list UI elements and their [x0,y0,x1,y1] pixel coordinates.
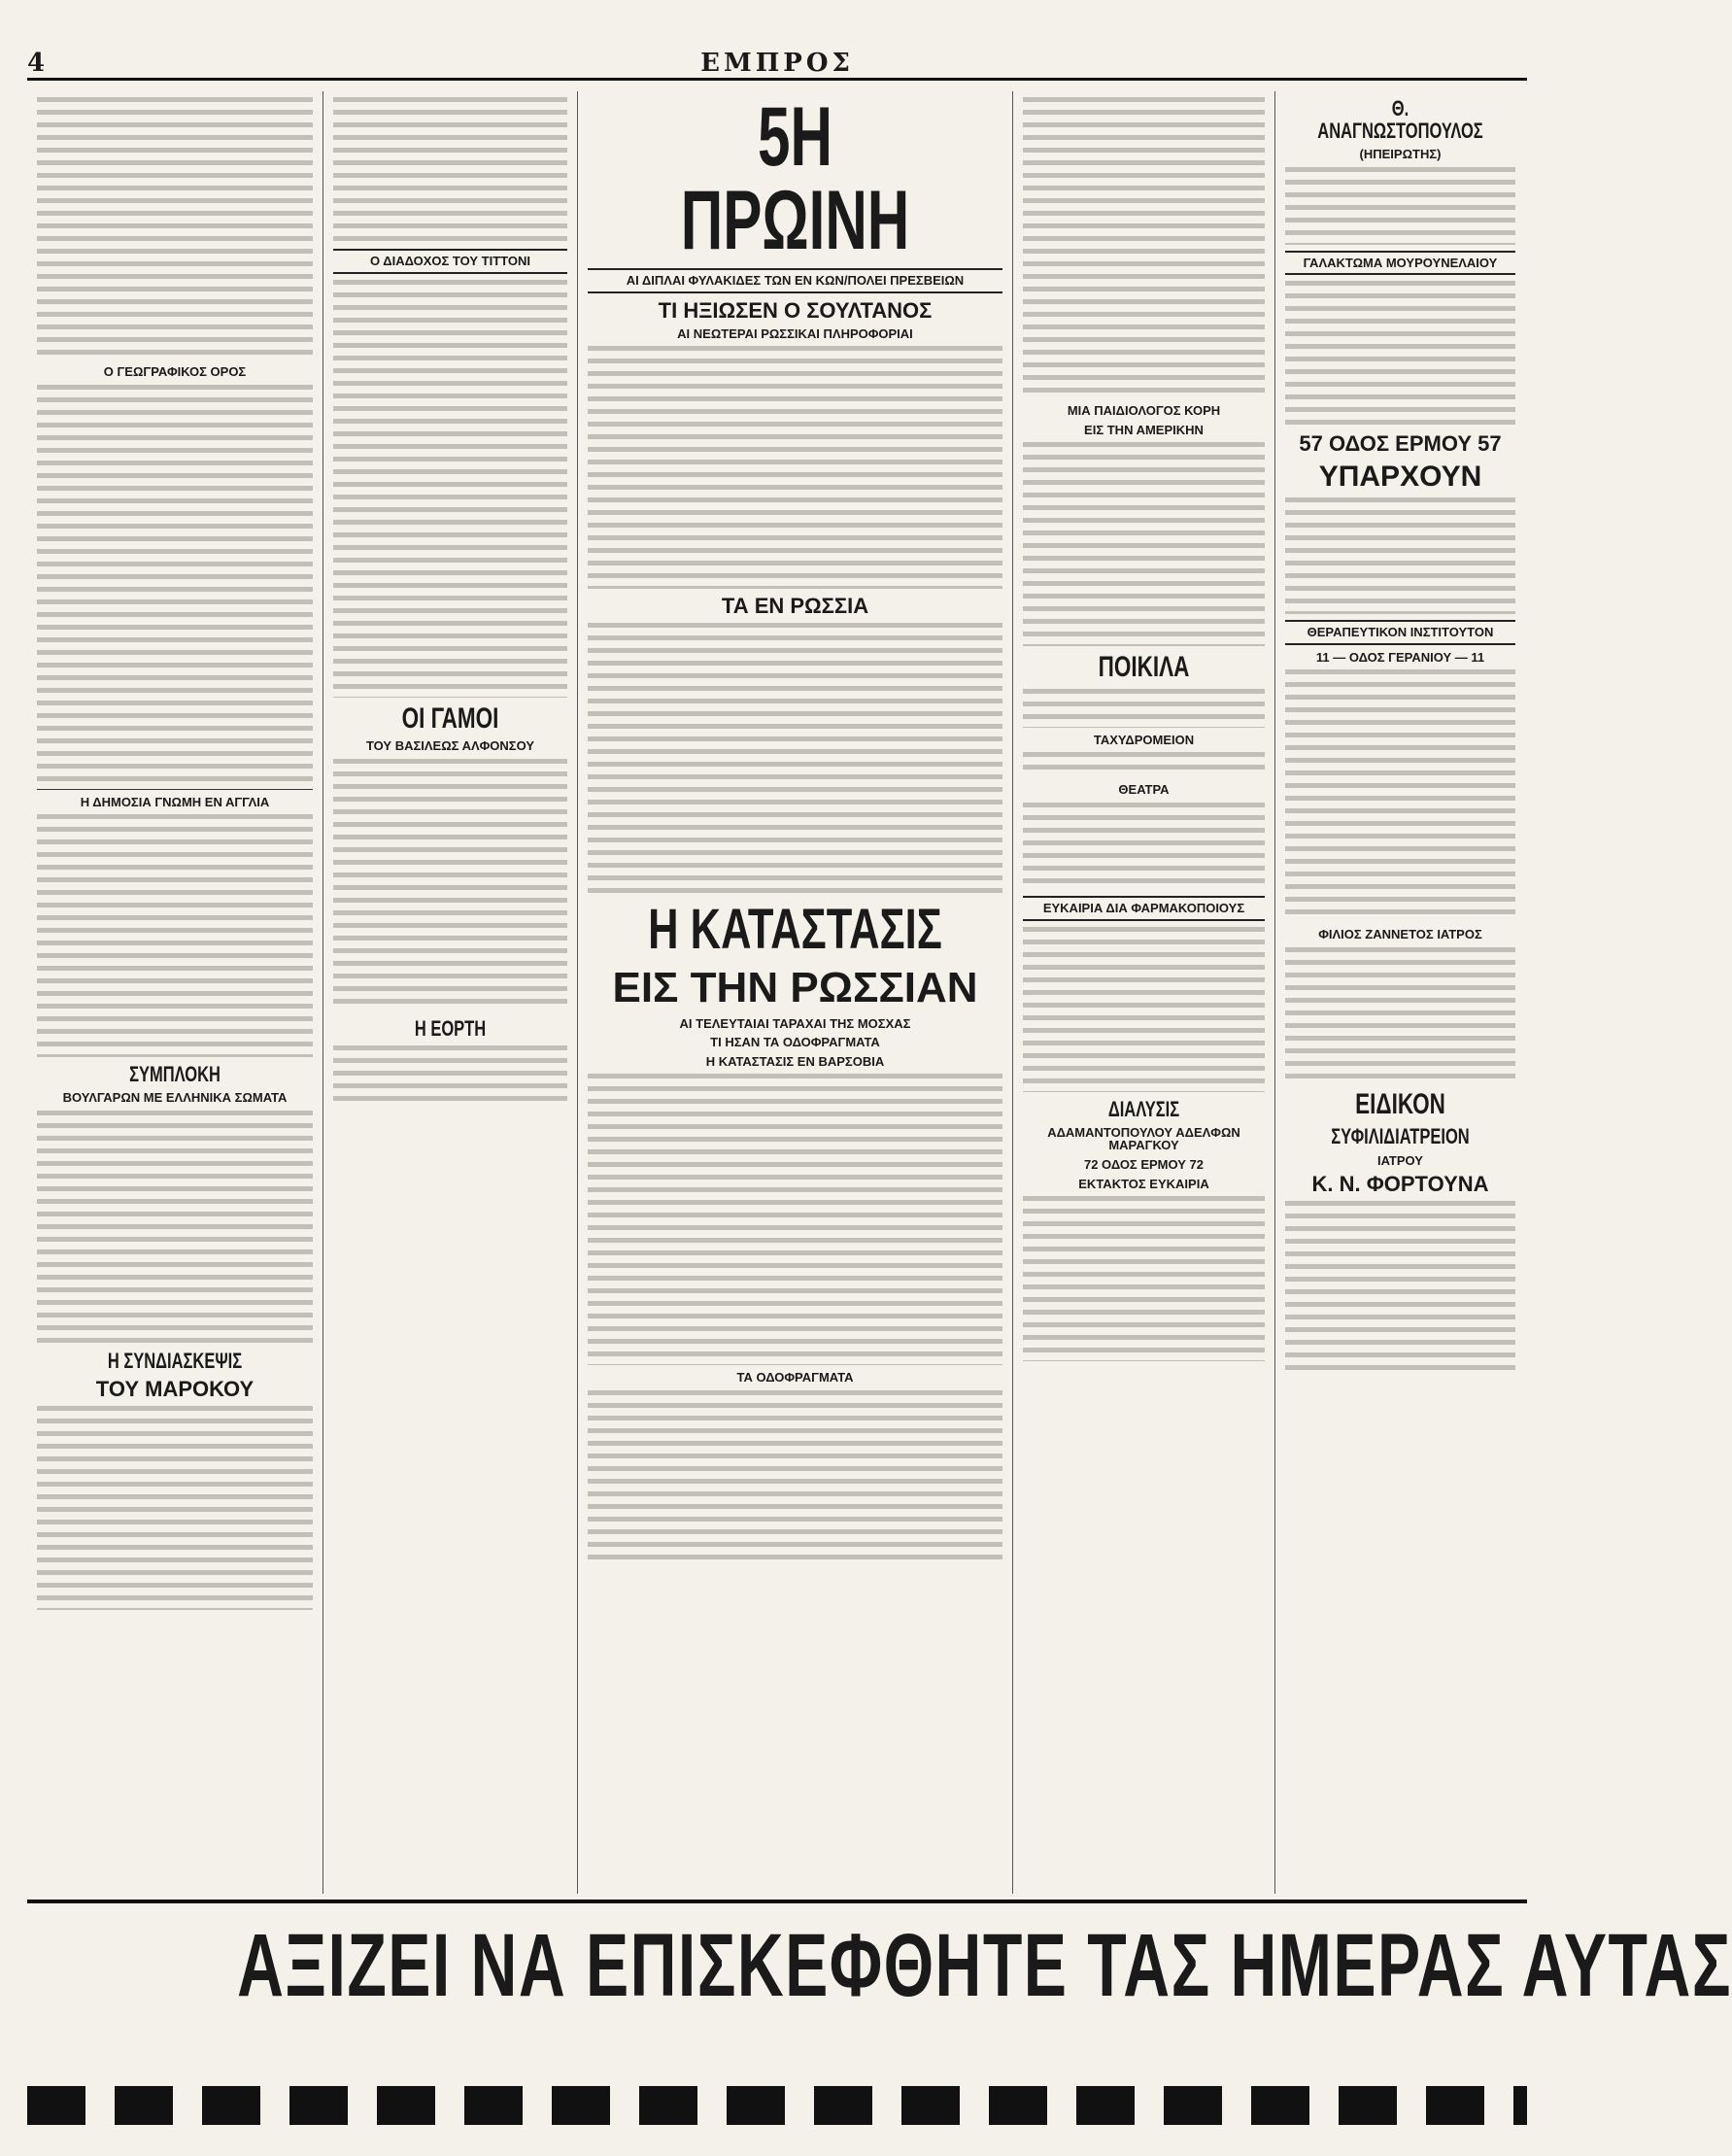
text-block [1023,689,1265,728]
text-block [1023,97,1265,398]
text-block [333,280,567,698]
subheadline-ipeirotis: (ΗΠΕΙΡΩΤΗΣ) [1359,147,1442,162]
column-1 [27,91,323,1894]
text-block [1023,752,1265,777]
text-block [588,623,1002,895]
column-5 [1013,91,1275,1894]
headline-en-rossia: ΤΑ ΕΝ ΡΩΣΣΙΑ [721,594,869,619]
column-2 [323,91,578,1894]
text-block [1023,927,1265,1092]
center-columns [578,91,1013,1894]
text-block [588,346,1002,589]
headline-galaktoma: ΓΑΛΑΚΤΩΜΑ ΜΟΥΡΟΥΝΕΛΑΙΟΥ [1285,251,1515,276]
headline-therapeftikon: ΘΕΡΑΠΕΥΤΙΚΟΝ ΙΝΣΤΙΤΟΥΤΟΝ [1285,620,1515,645]
banner-headline: ΑΞΙΖΕΙ ΝΑ ΕΠΙΣΚΕΦΘΗΤΕ ΤΑΣ ΗΜΕΡΑΣ ΑΥΤΑΣ [237,1916,1732,2015]
text-block [1285,167,1515,245]
subheadline-odos-ermou: 72 ΟΔΟΣ ΕΡΜΟΥ 72 [1083,1157,1205,1173]
text-block [333,1045,567,1104]
headline-yparchoun: ΥΠΑΡΧΟΥΝ [1318,460,1482,493]
bottom-banner [27,1899,1732,2156]
subheadline-odofragmata: ΤΙ ΗΣΑΝ ΤΑ ΟΔΟΦΡΑΓΜΑΤΑ [710,1035,880,1050]
text-block [1285,947,1515,1083]
text-block [37,97,313,359]
headline-eorti: Η ΕΟΡΤΗ [414,1015,487,1041]
text-block [333,759,567,1011]
headline-katastasis: Η ΚΑΤΑΣΤΑΣΙΣ [648,898,942,962]
subheadline-geraniou: 11 — ΟΔΟΣ ΓΕΡΑΝΙΟΥ — 11 [1315,649,1485,665]
text-block [333,97,567,243]
text-block [37,1111,313,1344]
subheadline-varsovia: Η ΚΑΤΑΣΤΑΣΙΣ ΕΝ ΒΑΡΣΟΒΙΑ [705,1053,885,1069]
headline-paidologos: ΜΙΑ ΠΑΙΔΙΟΛΟΓΟΣ ΚΟΡΗ [1067,403,1221,418]
newspaper-name: ΕΜΠΡΟΣ [700,49,854,78]
kicker-fylakides: ΑΙ ΔΙΠΛΑΙ ΦΥΛΑΚΙΔΕΣ ΤΩΝ ΕΝ ΚΩΝ/ΠΟΛΕΙ ΠΡΕΣΒΕΙΩΝ [588,268,1002,293]
headline-zannetos: ΦΙΛΙΟΣ ΖΑΝΝΕΤΟΣ ΙΑΤΡΟΣ [1318,927,1482,942]
subheadline-ameriki: ΕΙΣ ΤΗΝ ΑΜΕΡΙΚΗΝ [1084,422,1204,437]
headline-odofragmata: ΤΑ ΟΔΟΦΡΑΓΜΑΤΑ [736,1370,854,1386]
text-block [1285,1201,1515,1376]
headline-diadochos: Ο ΔΙΑΔΟΧΟΣ ΤΟΥ ΤΙΤΤΟΝΙ [333,249,567,274]
subheadline-marangou: ΑΔΑΜΑΝΤΟΠΟΥΛΟΥ ΑΔΕΛΦΩΝ ΜΑΡΑΓΚΟΥ [1047,1124,1240,1153]
headline-dialysis: ΔΙΑΛΥΣΙΣ [1107,1096,1180,1121]
headline-symploki: ΣΥΜΠΛΟΚΗ [129,1062,221,1087]
subheadline-gamoi: ΤΟΥ ΒΑΣΙΛΕΩΣ ΑΛΦΟΝΣΟΥ [365,738,535,754]
text-block [588,1390,1002,1565]
text-block [37,385,313,783]
page-number: 4 [27,49,46,78]
headline-eidikon: ΕΙΔΙΚΟΝ [1355,1087,1445,1120]
subheadline-iatrou: ΙΑΤΡΟΥ [1377,1152,1423,1168]
headline-syndiaskepsis: Η ΣΥΝΔΙΑΣΚΕΨΙΣ [107,1349,243,1374]
subheadline-soultanos: ΤΙ ΗΞΙΩΣΕΝ Ο ΣΟΥΛΤΑΝΟΣ [658,297,933,323]
text-block [1023,803,1265,890]
page-columns [27,91,1525,1894]
subheadline-tarachai: ΑΙ ΤΕΛΕΥΤΑΙΑΙ ΤΑΡΑΧΑΙ ΤΗΣ ΜΟΣΧΑΣ [679,1015,911,1031]
headline-5h-proini: 5Η ΠΡΩΙΝΗ [680,90,910,267]
subheadline-ektaktos: ΕΚΤΑΚΤΟΣ ΕΥΚΑΙΡΙΑ [1078,1176,1209,1191]
headline-anagnostopoulos: Θ. ΑΝΑΓΝΩΣΤΟΠΟΥΛΟΣ [1317,96,1483,144]
headline-gamoi: ΟΙ ΓΑΜΟΙ [401,702,499,735]
banner-cutoff-line [27,2086,1527,2125]
headline-fortouna: Κ. Ν. ΦΟΡΤΟΥΝΑ [1311,1172,1489,1197]
headline-dimosia-gnomi: Η ΔΗΜΟΣΙΑ ΓΝΩΜΗ ΕΝ ΑΓΓΛΙΑ [80,794,270,809]
headline-poikila: ΠΟΙΚΙΛΑ [1098,651,1190,684]
headline-syfilidiatreion: ΣΥΦΙΛΙΔΙΑΤΡΕΙΟΝ [1331,1124,1470,1149]
text-block [1023,442,1265,646]
subheadline-symploki: ΒΟΥΛΓΑΡΩΝ ΜΕ ΕΛΛΗΝΙΚΑ ΣΩΜΑΤΑ [62,1090,288,1106]
subheadline-rossikai: ΑΙ ΝΕΩΤΕΡΑΙ ΡΩΣΣΙΚΑΙ ΠΛΗΡΟΦΟΡΙΑΙ [677,325,913,341]
headline-maroko: ΤΟΥ ΜΑΡΟΚΟΥ [95,1377,255,1402]
text-block [588,1074,1002,1365]
divider [37,789,313,790]
text-block [1023,1196,1265,1361]
headline-geografikos: Ο ΓΕΩΓΡΑΦΙΚΟΣ ΟΡΟΣ [103,364,247,379]
headline-tachydromeion: ΤΑΧΥΔΡΟΜΕΙΟΝ [1093,732,1195,747]
text-block [1285,281,1515,427]
headline-efkairia: ΕΥΚΑΙΡΙΑ ΔΙΑ ΦΑΡΜΑΚΟΠΟΙΟΥΣ [1023,896,1265,921]
headline-theatra: ΘΕΑΤΡΑ [1118,782,1170,798]
text-block [1285,497,1515,614]
headline-odos-57: 57 ΟΔΟΣ ΕΡΜΟΥ 57 [1299,431,1502,457]
text-block [37,1406,313,1610]
text-block [37,814,313,1057]
text-block [1285,669,1515,922]
headline-eis-tin-rossian: ΕΙΣ ΤΗΝ ΡΩΣΣΙΑΝ [612,964,978,1012]
masthead [27,49,1527,81]
column-6 [1275,91,1525,1894]
